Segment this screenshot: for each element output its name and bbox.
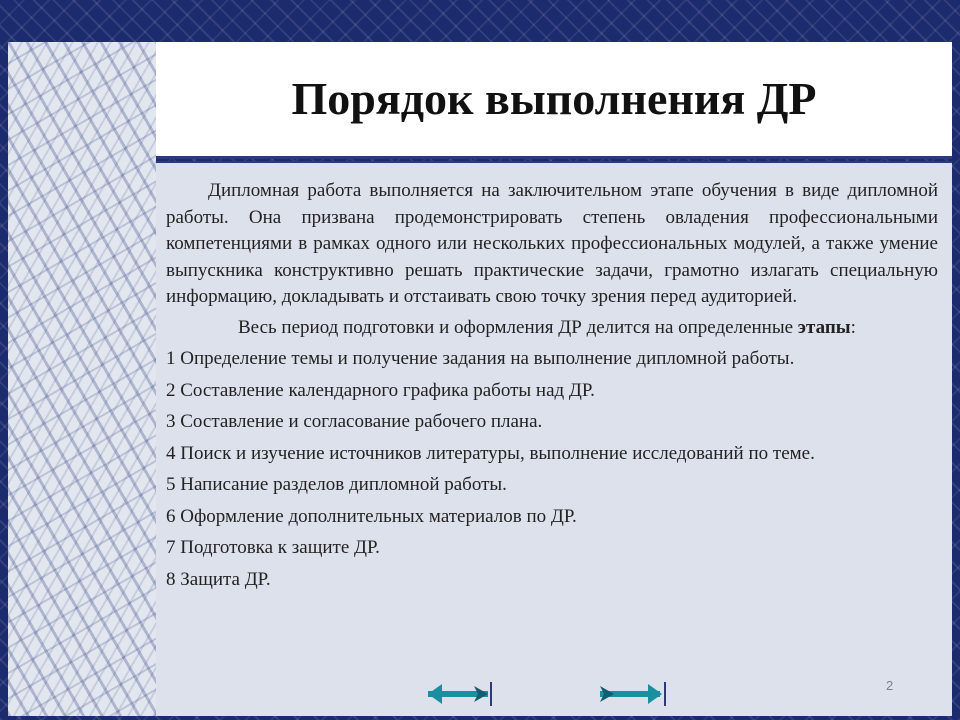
- stage-item-8: 8 Защита ДР.: [166, 568, 271, 590]
- stage-item-6: 6 Оформление дополнительных материалов по ДР.: [166, 505, 577, 527]
- page-number: 2: [886, 678, 894, 693]
- stages-label: этапы: [797, 316, 851, 338]
- decorative-sidebar: [8, 42, 156, 716]
- title-divider: [156, 156, 952, 159]
- stages-intro-paragraph: [166, 315, 938, 342]
- arrow-left-icon: [426, 680, 496, 708]
- stages-label-colon: :: [850, 316, 856, 338]
- intro-paragraph: Дипломная работа выполняется на заключительном этапе обучения в виде дипломной работы. Она призвана продемонстрировать степень овладения профессиональными компетенциями в рамках одного или нескольких профессиональных модулей, а также умение выпускника конструктивно решать практические задачи, грамотно излагать специальную информацию, докладывать и отстаивать свою точку зрения перед аудиторией.: [166, 180, 938, 307]
- next-slide-button[interactable]: [596, 680, 666, 708]
- stage-item-1: 1 Определение темы и получение задания на выполнение дипломной работы.: [166, 348, 795, 369]
- stage-item-7: 7 Подготовка к защите ДР.: [166, 537, 380, 558]
- stages-intro-text: Весь период подготовки и оформления ДР делится на определенные: [238, 316, 798, 338]
- arrow-right-icon: [596, 680, 666, 708]
- slide-title: Порядок выполнения ДР: [291, 73, 817, 124]
- slide-body: [166, 178, 938, 593]
- stage-item-2: 2 Составление календарного графика работы над ДР.: [166, 379, 595, 401]
- stage-item-4: 4 Поиск и изучение источников литературы, выполнение исследований по теме.: [166, 442, 815, 464]
- stage-item-3: 3 Составление и согласование рабочего плана.: [166, 411, 543, 432]
- stage-item-5: 5 Написание разделов дипломной работы.: [166, 474, 507, 495]
- previous-slide-button[interactable]: [426, 680, 496, 708]
